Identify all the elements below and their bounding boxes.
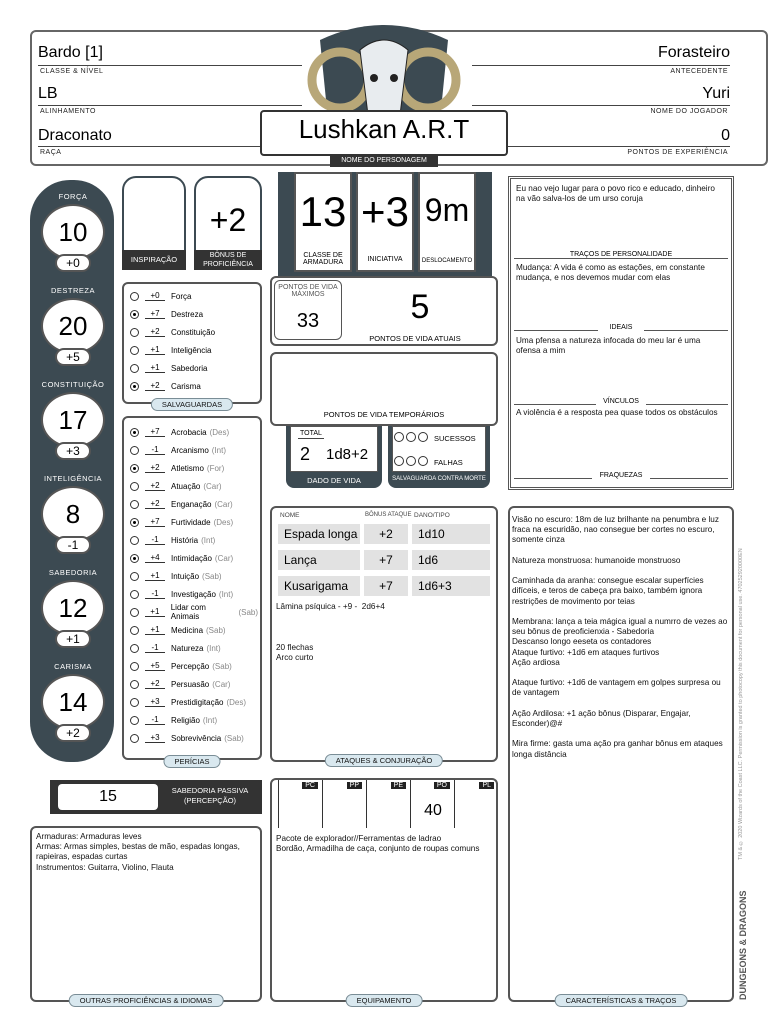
ability-score[interactable]: 20 <box>41 298 105 354</box>
skill-mod: +1 <box>145 625 165 635</box>
race-value[interactable]: Draconato <box>38 127 112 144</box>
skill-attr: (Sab) <box>202 571 222 581</box>
ability-score[interactable]: 17 <box>41 392 105 448</box>
bonds-label: VÍNCULOS <box>596 398 646 405</box>
hit-dice-label: DADO DE VIDA <box>307 476 361 485</box>
hit-dice-total-label: TOTAL <box>300 430 322 437</box>
hit-dice-total-value[interactable]: 2 <box>300 444 311 464</box>
character-name-label: NOME DO PERSONAGEM <box>330 155 438 167</box>
skill-name: Atletismo <box>171 463 204 473</box>
skill-mod: +4 <box>145 553 165 563</box>
saving-throw-name: Destreza <box>171 309 204 319</box>
skill-row[interactable] <box>130 639 258 657</box>
skill-mod: +3 <box>145 697 165 707</box>
hp-current-value[interactable]: 5 <box>410 288 430 326</box>
skill-name: Investigação <box>171 589 216 599</box>
skill-row[interactable] <box>130 711 258 729</box>
legal-text: TM & © 2020 Wizards of the Coast LLC. Permission is granted to photocopy this document for personal use. 470252920000EN <box>738 548 744 860</box>
hit-dice-value[interactable]: 1d8+2 <box>326 446 369 463</box>
failures-label: FALHAS <box>434 458 463 467</box>
inspiration-box[interactable] <box>122 176 186 254</box>
saving-throw-mod: +1 <box>145 363 165 373</box>
inspiration-label: INSPIRAÇÃO <box>122 250 186 270</box>
success-dot[interactable] <box>394 432 404 442</box>
hp-temp-label: PONTOS DE VIDA TEMPORÁRIOS <box>323 410 445 419</box>
proficiency-dot[interactable] <box>130 382 139 391</box>
proficiency-dot[interactable] <box>130 680 139 689</box>
skill-name: História <box>171 535 199 545</box>
skill-attr: (Int) <box>202 715 218 725</box>
successes-label: SUCESSOS <box>434 434 476 443</box>
proficiency-dot[interactable] <box>130 626 139 635</box>
ability-name: INTELIGÊNCIA <box>43 474 103 483</box>
proficiency-dot[interactable] <box>130 572 139 581</box>
xp-label: PONTOS DE EXPERIÊNCIA <box>627 149 728 156</box>
skill-attr: (Car) <box>214 553 234 563</box>
coin-value[interactable]: 40 <box>424 802 442 819</box>
success-dot[interactable] <box>418 432 428 442</box>
saving-throw-row[interactable] <box>130 323 258 341</box>
saving-throw-name: Sabedoria <box>171 363 208 373</box>
character-name-value[interactable]: Lushkan A.R.T <box>298 114 470 144</box>
saving-throw-row[interactable] <box>130 287 258 305</box>
skill-mod: +5 <box>145 661 165 671</box>
race-label: RAÇA <box>40 149 62 156</box>
skill-attr: (Car) <box>212 679 231 689</box>
proficiency-dot[interactable] <box>130 346 139 355</box>
saving-throw-mod: +2 <box>145 381 165 391</box>
skill-row[interactable] <box>130 585 258 603</box>
alignment-line <box>38 105 302 106</box>
skill-name: Intuição <box>171 571 200 581</box>
skill-mod: -1 <box>145 589 165 599</box>
attacks-col-name: NOME <box>280 512 300 519</box>
saving-throw-row[interactable] <box>130 341 258 359</box>
attacks-col-damage: DANO/TIPO <box>414 512 450 519</box>
skill-attr: (For) <box>206 463 225 473</box>
proficiency-dot[interactable] <box>130 536 139 545</box>
attack-damage[interactable]: 1d10 <box>412 524 490 544</box>
flaws-label: FRAQUEZAS <box>592 472 650 479</box>
skill-name: Percepção <box>171 661 210 671</box>
coin-name: PE <box>391 782 406 789</box>
skill-mod: -1 <box>145 715 165 725</box>
skill-mod: +1 <box>145 607 165 617</box>
personality-frame <box>508 176 734 490</box>
skill-mod: +2 <box>145 499 165 509</box>
ability-block <box>38 286 108 368</box>
skill-mod: +7 <box>145 517 165 527</box>
proficiency-dot[interactable] <box>130 464 139 473</box>
proficiency-dot[interactable] <box>130 644 139 653</box>
skill-attr: (Car) <box>214 499 233 509</box>
player-name-value[interactable]: Yuri <box>702 85 730 102</box>
skill-mod: +7 <box>145 427 165 437</box>
skill-attr: (Sab) <box>206 625 226 635</box>
proficiency-dot[interactable] <box>130 428 139 437</box>
skill-mod: +1 <box>145 571 165 581</box>
ideals-text[interactable]: Mudança: A vida é como as estações, em constante mudança, e nos devemos mudar com elas <box>516 263 705 283</box>
proficiency-dot[interactable] <box>130 482 139 491</box>
hp-max-label: PONTOS DE VIDA MÁXIMOS <box>278 284 338 298</box>
alignment-label: ALINHAMENTO <box>40 108 96 115</box>
skill-row[interactable] <box>130 441 258 459</box>
coin-column[interactable] <box>410 780 454 828</box>
ability-modifier[interactable]: +5 <box>55 348 91 366</box>
death-saves-label: SALVAGUARDA CONTRA MORTE <box>392 476 486 482</box>
skill-attr: (Car) <box>203 481 222 491</box>
skill-name: Atuação <box>171 481 201 491</box>
skill-name: Arcanismo <box>171 445 209 455</box>
attack-bonus[interactable]: +2 <box>364 524 408 544</box>
skill-mod: +2 <box>145 679 165 689</box>
coin-name: PO <box>434 782 450 789</box>
proficiency-dot[interactable] <box>130 518 139 527</box>
features-label: CARACTERÍSTICAS & TRAÇOS <box>555 994 688 1007</box>
proficiency-dot[interactable] <box>130 500 139 509</box>
proficiency-dot[interactable] <box>130 734 139 743</box>
skill-name: Furtividade <box>171 517 211 527</box>
proficiency-dot[interactable] <box>130 364 139 373</box>
equipment-label: EQUIPAMENTO <box>346 994 423 1007</box>
proficiency-label: BÔNUS DE PROFICIÊNCIA <box>194 250 262 270</box>
saving-throw-name: Inteligência <box>171 345 212 355</box>
coin-name: PC <box>302 782 318 789</box>
skill-name: Acrobacia <box>171 427 207 437</box>
skill-attr: (Int) <box>211 445 227 455</box>
skill-row[interactable] <box>130 495 258 513</box>
skill-name: Persuasão <box>171 679 210 689</box>
saving-throws-list <box>130 287 258 395</box>
skill-mod: -1 <box>145 643 165 653</box>
attacks-label: ATAQUES & CONJURAÇÃO <box>325 754 443 767</box>
skill-attr: (Des) <box>213 517 234 527</box>
proficiency-dot[interactable] <box>130 662 139 671</box>
traits-text[interactable]: Eu nao vejo lugar para o povo rico e educado, dinheiro na vão salva-los de um urso coruja <box>516 184 715 204</box>
background-value[interactable]: Forasteiro <box>657 44 730 61</box>
skill-attr: (Sab) <box>212 661 232 671</box>
ability-modifier[interactable]: +0 <box>55 254 91 272</box>
skill-row[interactable] <box>130 531 258 549</box>
features-text[interactable]: Visão no escuro: 18m de luz brilhante na penumbra e luz fraca na escuridão, nao consegue ber cortes no escuro, somente cinza Natureza monstruosa: humanoide monstruoso Caminhada da aranha: consegue escalar superfícies difíceis, e teros de cabeça pra baixo, também ignora restrições de movimento por teias Membrana: lança a teia mágica igual a numrro de vezes ao seu bônus de preoficienxia - Sabedoria Descanso longo eeseta os contadores Ataque furtivo: +1d6 em ataques furtivos Ação ardiosa Ataque furtivo: +1d6 de vantagem em golpes surpresa ou de vantagem Ação Ardilosa: +1 ação bônus (Disparar, Engajar, Esconder)@# Mira firme: gasta uma ação pra ganhar bônus em ataques longa distância <box>512 515 728 759</box>
skill-attr: (Des) <box>209 427 230 437</box>
skill-name: Prestidigitação <box>171 697 224 707</box>
saving-throw-mod: +2 <box>145 327 165 337</box>
coin-column[interactable] <box>454 780 498 828</box>
coin-name: PL <box>479 782 494 789</box>
proficiencies-text[interactable]: Armaduras: Armaduras leves Armas: Armas simples, bestas de mão, espadas longas, rapieiras, espadas curtas Instrumentos: Guitarra, Violino, Flauta <box>36 832 240 872</box>
attack-damage[interactable]: 1d6+3 <box>412 576 490 596</box>
skill-row[interactable] <box>130 513 258 531</box>
ability-block <box>38 380 108 462</box>
hp-max-value[interactable]: 33 <box>296 310 320 332</box>
ability-block <box>38 568 108 650</box>
class-level-line <box>38 65 302 66</box>
skill-row[interactable] <box>130 477 258 495</box>
attack-bonus[interactable]: +7 <box>364 550 408 570</box>
traits-label: TRAÇOS DE PERSONALIDADE <box>560 251 682 258</box>
bonds-text[interactable]: Uma pfensa a natureza infocada do meu lar é uma ofensa a mim <box>516 336 701 356</box>
initiative-label: INICIATIVA <box>367 256 403 263</box>
skill-mod: -1 <box>145 535 165 545</box>
ability-modifier[interactable]: +2 <box>55 724 91 742</box>
coin-column[interactable] <box>278 780 322 828</box>
ability-score[interactable]: 12 <box>41 580 105 636</box>
coin-column[interactable] <box>366 780 410 828</box>
skill-row[interactable] <box>130 549 258 567</box>
saving-throws-label: SALVAGUARDAS <box>151 398 233 411</box>
hit-dice-total-line <box>298 438 324 439</box>
skill-name: Natureza <box>171 643 204 653</box>
skills-label: PERÍCIAS <box>163 755 220 768</box>
saving-throw-name: Carisma <box>171 381 201 391</box>
skill-name: Intimidação <box>171 553 212 563</box>
proficiency-dot[interactable] <box>130 608 139 617</box>
skill-attr: (Sab) <box>224 733 244 743</box>
speed-label: DESLOCAMENTO <box>421 258 473 264</box>
saving-throw-mod: +0 <box>145 291 165 301</box>
proficiency-dot[interactable] <box>130 292 139 301</box>
ability-block <box>38 192 108 274</box>
skill-attr: (Sab) <box>238 607 258 617</box>
saving-throw-name: Força <box>171 291 192 301</box>
flaws-text[interactable]: A violência é a resposta pea quase todos os obstáculos <box>516 408 718 417</box>
traits-divider <box>514 258 728 259</box>
skill-name: Religião <box>171 715 200 725</box>
attacks-col-bonus: BÔNUS ATAQUE <box>365 512 412 518</box>
failure-dot[interactable] <box>406 456 416 466</box>
skill-attr: (Des) <box>226 697 247 707</box>
ability-score[interactable]: 10 <box>41 204 105 260</box>
player-name-label: NOME DO JOGADOR <box>650 108 728 115</box>
skill-name: Lidar com Animais <box>170 603 206 621</box>
passive-value[interactable]: 15 <box>58 784 158 810</box>
saving-throw-name: Constituição <box>171 327 216 337</box>
skill-name: Enganação <box>171 499 212 509</box>
skill-row[interactable] <box>130 423 258 441</box>
ac-value[interactable]: 13 <box>299 188 347 235</box>
skill-row[interactable] <box>130 693 258 711</box>
skill-row[interactable] <box>130 657 258 675</box>
ability-block <box>38 474 108 556</box>
skill-attr: (Int) <box>201 535 216 545</box>
background-label: ANTECEDENTE <box>670 68 728 75</box>
failure-dot[interactable] <box>418 456 428 466</box>
coin-name: PP <box>347 782 362 789</box>
equipment-text[interactable]: Pacote de explorador//Ferramentas de ladrao Bordão, Armadilha de caça, conjunto de roupas comuns <box>276 834 480 854</box>
ability-name: FORÇA <box>58 192 88 201</box>
ability-modifier[interactable]: +3 <box>55 442 91 460</box>
skill-mod: -1 <box>145 445 165 455</box>
attack-name[interactable]: Lança <box>278 550 360 570</box>
proficiency-dot[interactable] <box>130 328 139 337</box>
ability-modifier[interactable]: -1 <box>55 536 91 554</box>
skill-name: Medicina <box>171 625 204 635</box>
skill-row[interactable] <box>130 603 258 621</box>
skill-row[interactable] <box>130 621 258 639</box>
proficiency-dot[interactable] <box>130 310 139 319</box>
skills-list <box>130 423 258 747</box>
proficiency-dot[interactable] <box>130 698 139 707</box>
speed-value[interactable]: 9m <box>424 192 470 228</box>
attack-name[interactable]: Kusarigama <box>278 576 360 596</box>
attacks-notes[interactable]: Lâmina psíquica - +9 - 2d6+4 20 flechas Arco curto <box>276 602 385 663</box>
ability-score[interactable]: 14 <box>41 674 105 730</box>
ability-name: CONSTITUIÇÃO <box>41 380 105 389</box>
background-line <box>472 65 730 66</box>
skill-row[interactable] <box>130 729 258 747</box>
attack-name[interactable]: Espada longa <box>278 524 360 544</box>
saving-throw-mod: +1 <box>145 345 165 355</box>
class-level-label: CLASSE & NÍVEL <box>40 68 104 75</box>
success-dot[interactable] <box>406 432 416 442</box>
skill-attr: (Int) <box>218 589 234 599</box>
proficiency-dot[interactable] <box>130 590 139 599</box>
skill-mod: +2 <box>145 481 165 491</box>
initiative-value[interactable]: +3 <box>361 188 409 235</box>
ability-modifier[interactable]: +1 <box>55 630 91 648</box>
saving-throw-row[interactable] <box>130 305 258 323</box>
saving-throw-row[interactable] <box>130 359 258 377</box>
skill-row[interactable] <box>130 459 258 477</box>
ac-label: CLASSE DE ARMADURA <box>302 252 344 266</box>
ability-score[interactable]: 8 <box>41 486 105 542</box>
skill-mod: +2 <box>145 463 165 473</box>
saving-throw-row[interactable] <box>130 377 258 395</box>
coin-column[interactable] <box>322 780 366 828</box>
success-dots[interactable] <box>394 432 428 442</box>
proficiency-dot[interactable] <box>130 554 139 563</box>
alignment-value[interactable]: LB <box>38 85 58 102</box>
ability-block <box>38 662 108 744</box>
class-level-value[interactable]: Bardo [1] <box>38 44 103 61</box>
ability-name: SABEDORIA <box>48 568 98 577</box>
player-name-line <box>472 105 730 106</box>
skill-row[interactable] <box>130 567 258 585</box>
xp-line <box>472 146 730 147</box>
hp-current-label: PONTOS DE VIDA ATUAIS <box>369 334 461 343</box>
failure-dots[interactable] <box>394 456 428 466</box>
proficiency-value[interactable]: +2 <box>209 202 247 238</box>
ability-name: DESTREZA <box>50 286 95 295</box>
skill-attr: (Int) <box>206 643 221 653</box>
attack-damage[interactable]: 1d6 <box>412 550 490 570</box>
xp-value[interactable]: 0 <box>721 127 730 144</box>
failure-dot[interactable] <box>394 456 404 466</box>
skill-mod: +3 <box>145 733 165 743</box>
skill-name: Sobrevivência <box>171 733 222 743</box>
proficiency-dot[interactable] <box>130 716 139 725</box>
proficiencies-label: OUTRAS PROFICIÊNCIAS & IDIOMAS <box>69 994 224 1007</box>
ability-name: CARISMA <box>54 662 92 671</box>
ideals-label: IDEAIS <box>598 324 644 331</box>
proficiency-dot[interactable] <box>130 446 139 455</box>
saving-throw-mod: +7 <box>145 309 165 319</box>
passive-label: SABEDORIA PASSIVA (PERCEPÇÃO) <box>171 786 249 805</box>
skill-row[interactable] <box>130 675 258 693</box>
attack-bonus[interactable]: +7 <box>364 576 408 596</box>
brand-logo: DUNGEONS & DRAGONS <box>738 890 748 1000</box>
